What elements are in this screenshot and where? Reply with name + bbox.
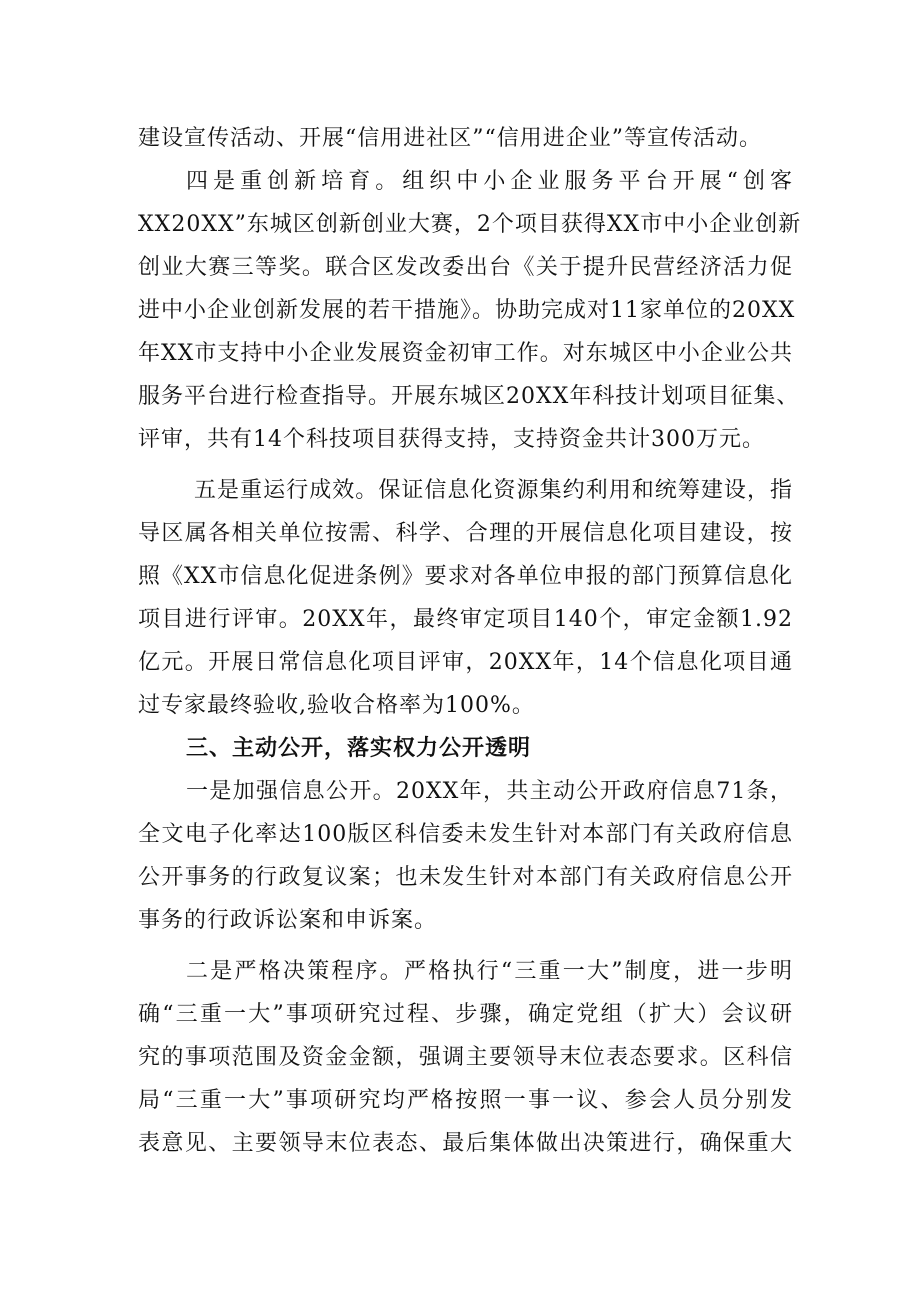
text-line: 进中小企业创新发展的若干措施》。协助完成对11家单位的20XX [138, 298, 796, 323]
text-line: 究的事项范围及资金金额，强调主要领导末位表态要求。区科信 [138, 1045, 793, 1070]
text-line: 局“三重一大”事项研究均严格按照一事一议、参会人员分别发 [138, 1088, 793, 1113]
text-line: 一是加强信息公开。20XX年，共主动公开政府信息71条， [186, 779, 793, 804]
text-line: 服务平台进行检查指导。开展东城区20XX年科技计划项目征集、 [138, 384, 800, 409]
text-line: 事务的行政诉讼案和申诉案。 [138, 908, 438, 933]
text-line: 全文电子化率达100版区科信委未发生针对本部门有关政府信息 [138, 822, 793, 847]
paragraph-decision-procedure [138, 950, 793, 1165]
text-line: 照《XX市信息化促进条例》要求对各单位申报的部门预算信息化 [138, 564, 793, 589]
text-line: 建设宣传活动、开展“信用进社区”“信用进企业”等宣传活动。 [138, 126, 762, 151]
paragraph-operation [138, 469, 793, 727]
text-line: 四是重创新培育。组织中小企业服务平台开展“创客 [186, 169, 793, 194]
text-line: 公开事务的行政复议案；也未发生针对本部门有关政府信息公开 [138, 865, 793, 890]
paragraph-innovation [138, 160, 802, 461]
text-line: 亿元。开展日常信息化项目评审，20XX年，14个信息化项目通 [138, 650, 793, 675]
text-line: 确“三重一大”事项研究过程、步骤，确定党组（扩大）会议研 [138, 1002, 793, 1027]
text-line: 二是严格决策程序。严格执行“三重一大”制度，进一步明 [186, 959, 793, 984]
text-line: XX20XX”东城区创新创业大赛，2个项目获得XX市中小企业创新 [138, 212, 802, 237]
section-heading: 三、主动公开，落实权力公开透明 [186, 736, 532, 761]
text-line: 项目进行评审。20XX年，最终审定项目140个，审定金额1.92 [138, 607, 793, 632]
paragraph-info-disclosure [138, 770, 793, 942]
text-line: 表意见、主要领导末位表态、最后集体做出决策进行，确保重大 [138, 1131, 793, 1156]
text-line: 评审，共有14个科技项目获得支持，支持资金共计300万元。 [138, 427, 765, 452]
text-line: 年XX市支持中小企业发展资金初审工作。对东城区中小企业公共 [138, 341, 793, 366]
document-body [138, 117, 802, 1165]
text-line: 导区属各相关单位按需、科学、合理的开展信息化项目建设，按 [138, 521, 793, 546]
text-line: 创业大赛三等奖。联合区发改委出台《关于提升民营经济活力促 [138, 255, 793, 280]
paragraph-credit-promotion [138, 117, 793, 160]
text-line: 过专家最终验收,验收合格率为100%。 [138, 693, 535, 718]
text-line: 五是重运行成效。保证信息化资源集约利用和统筹建设，指 [194, 478, 793, 503]
